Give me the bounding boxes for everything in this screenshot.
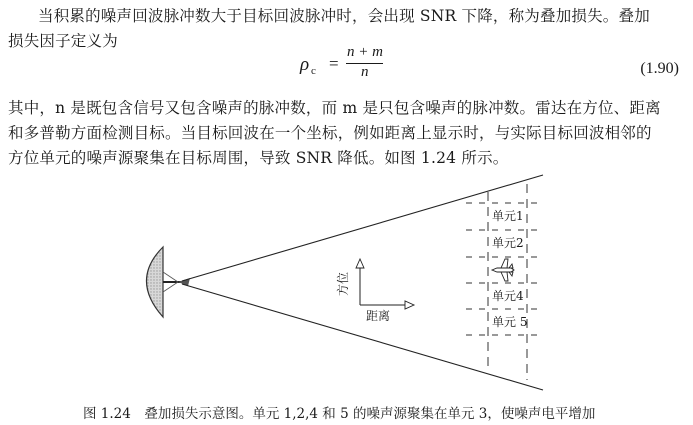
axis-indicator (356, 259, 414, 309)
paragraph2-line3: 方位单元的噪声源聚集在目标周围，导致 SNR 降低。如图 1.24 所示。 (8, 149, 509, 167)
aircraft-target-icon (492, 259, 514, 281)
equation-numerator: n + m (347, 44, 383, 60)
equation-denominator: n (361, 64, 369, 80)
beam-lower-edge (182, 284, 543, 390)
cell-4-label: 单元4 (492, 289, 524, 303)
equation-equals: = (329, 54, 339, 73)
paragraph1-line2: 损失因子定义为 (8, 32, 118, 50)
axis-label-azimuth: 方位 (336, 271, 350, 296)
cell-5-label: 单元 5 (492, 315, 528, 329)
radar-dish-icon (147, 247, 191, 317)
figure-caption: 图 1.24 叠加损失示意图。单元 1,2,4 和 5 的噪声源聚集在单元 3，使噪声电平增加 (83, 406, 596, 422)
equation-lhs-subscript: c (311, 65, 316, 77)
cell-2-label: 单元2 (492, 236, 524, 250)
paragraph2-line1: 其中，n 是既包含信号又包含噪声的脉冲数，而 m 是只包含噪声的脉冲数。雷达在方位、距离 (8, 99, 661, 117)
arrow-up-icon (356, 259, 364, 268)
equation-lhs: ρ (300, 54, 310, 75)
paragraph2-line2: 和多普勒方面检测目标。当目标回波在一个坐标，例如距离上显示时，与实际目标回波相邻的 (8, 124, 652, 142)
equation-number: (1.90) (640, 60, 679, 77)
axis-label-range: 距离 (366, 309, 391, 323)
cell-1-label: 单元1 (492, 209, 524, 223)
arrow-right-icon (405, 301, 414, 309)
paragraph1-line1: 当积累的噪声回波脉冲数大于目标回波脉冲时，会出现 SNR 下降，称为叠加损失。叠加 (38, 7, 650, 25)
